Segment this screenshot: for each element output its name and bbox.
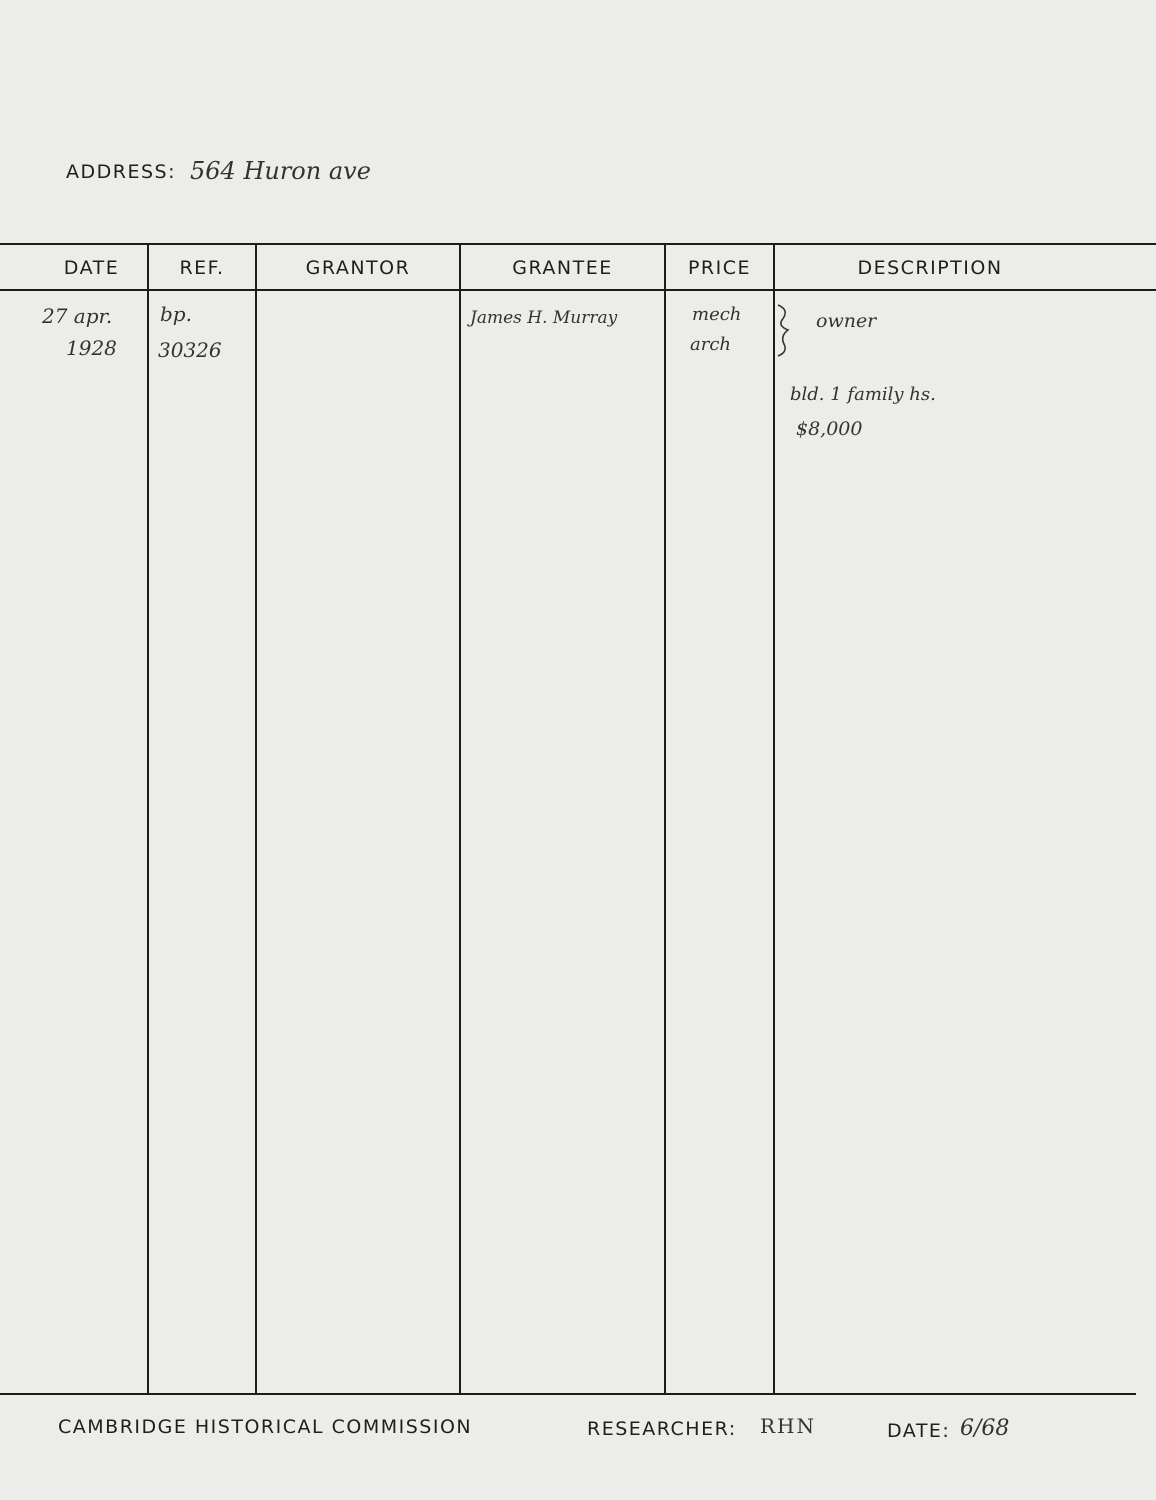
description-line-1: owner — [816, 310, 877, 332]
column-divider-1 — [147, 243, 149, 1393]
date-line-2: 1928 — [66, 336, 117, 360]
date-line-1: 27 apr. — [42, 304, 113, 328]
footer-researcher-label: RESEARCHER: — [587, 1418, 737, 1440]
column-divider-5 — [773, 243, 775, 1393]
footer-organization: CAMBRIDGE HISTORICAL COMMISSION — [58, 1416, 473, 1438]
description-line-2: bld. 1 family hs. — [790, 384, 936, 405]
footer-researcher-value: RHN — [760, 1414, 816, 1438]
footer-date-value: 6/68 — [960, 1416, 1010, 1441]
description-line-3: $8,000 — [796, 418, 863, 440]
brace-mark — [772, 302, 796, 358]
ref-line-1: bp. — [160, 302, 192, 326]
ref-line-2: 30326 — [158, 338, 222, 362]
column-header-price: PRICE — [687, 257, 752, 279]
column-header-date: DATE — [63, 257, 120, 279]
table-bottom-rule — [0, 1393, 1136, 1395]
footer-date-label: DATE: — [887, 1420, 951, 1442]
column-header-grantor: GRANTOR — [305, 257, 411, 279]
column-divider-4 — [664, 243, 666, 1393]
column-header-description: DESCRIPTION — [857, 257, 1003, 279]
column-divider-3 — [459, 243, 461, 1393]
price-line-1: mech — [692, 304, 742, 325]
column-header-ref: REF. — [179, 257, 225, 279]
column-header-grantee: GRANTEE — [512, 257, 613, 279]
price-line-2: arch — [690, 334, 732, 355]
grantee-value: James H. Murray — [470, 308, 618, 328]
table-header-rule — [0, 289, 1156, 291]
address-label: ADDRESS: — [66, 161, 176, 183]
column-divider-2 — [255, 243, 257, 1393]
address-value: 564 Huron ave — [190, 157, 371, 185]
table-top-rule — [0, 243, 1156, 245]
